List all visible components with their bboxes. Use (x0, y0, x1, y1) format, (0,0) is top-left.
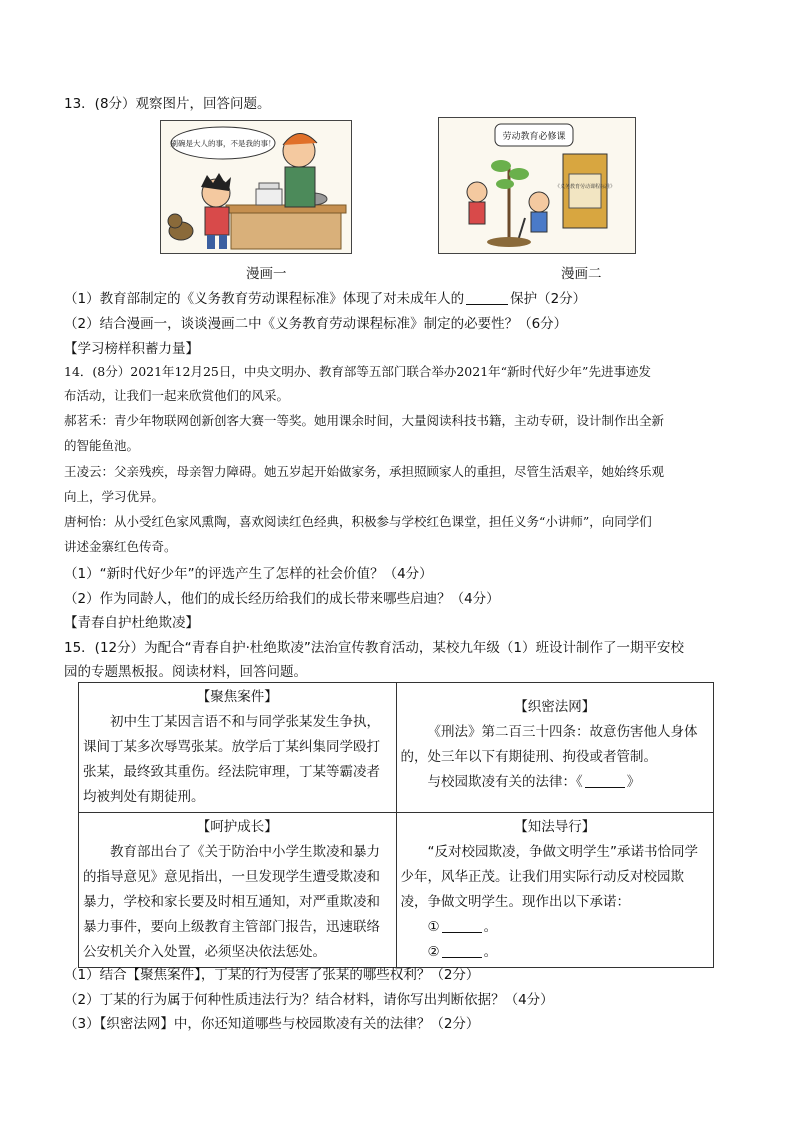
q15-intro-line2: 园的专题黑板报。阅读材料，回答问题。 (64, 664, 307, 680)
q15-sub3: （3）【织密法网】中，你还知道哪些与校园欺凌有关的法律？（2分） (64, 1016, 480, 1032)
pledge-end-2: 。 (483, 944, 498, 960)
q15-intro-line1: 15．(12分）为配合“青春自护·杜绝欺凌”法治宣传教育活动，某校九年级（1）班设计制作了一期平安校 (64, 640, 684, 656)
pledge-item-1 (401, 915, 710, 940)
pledge-item-2 (401, 940, 710, 965)
law-name-blank[interactable] (585, 773, 625, 788)
q13-sub2: （2）结合漫画一，谈谈漫画二中《义务教育劳动课程标准》制定的必要性？（6分） (64, 316, 568, 332)
cell-care-growth (79, 813, 397, 968)
cell-focus-case (79, 683, 397, 813)
pledge-blank-2[interactable] (442, 943, 482, 958)
q14-profile2-line2: 向上，学习优异。 (64, 489, 165, 504)
q14-sub1: （1）“新时代好少年”的评选产生了怎样的社会价值？（4分） (64, 566, 433, 582)
q13-heading: 13．(8分）观察图片，回答问题。 (64, 96, 271, 112)
cell-law-net-question (401, 770, 710, 795)
q13-sub1 (64, 287, 586, 307)
q14-profile1-line1: 郝茗禾：青少年物联网创新创客大赛一等奖。她用课余时间，大量阅读科技书籍，主动专研，设计制作出全新 (64, 413, 665, 428)
cell-care-growth-title: 【呵护成长】 (196, 819, 278, 835)
q15-sub2: （2）丁某的行为属于何种性质违法行为？结合材料，请你写出判断依据？（4分） (64, 992, 554, 1008)
comic-two-book-text: 《义务教育劳动课程标准》 (554, 184, 616, 190)
q15-sub1: （1）结合【聚焦案件】，丁某的行为侵害了张某的哪些权利？（2分） (64, 967, 480, 983)
q13-sub1-prefix: （1）教育部制定的《义务教育劳动课程标准》体现了对未成年人的 (64, 291, 465, 307)
q14-profile1-line2: 的智能鱼池。 (64, 438, 140, 453)
cell-focus-case-text: 初中生丁某因言语不和与同学张某发生争执，课间丁某多次辱骂张某。放学后丁某纠集同学殴打张某，最终致其重伤。经法院审理，丁某等霸凌者均被判处有期徒刑。 (83, 714, 380, 805)
q14-sub2: （2）作为同龄人，他们的成长经历给我们的成长带来哪些启迪？（4分） (64, 591, 500, 607)
cell-care-growth-text: 教育部出台了《关于防治中小学生欺凌和暴力的指导意见》意见指出，一旦发现学生遭受欺凌和暴力，学校和家长要及时相互通知，对严重欺凌和暴力事件，要向上级教育主管部门报告，迅速联络公安机关介入处置，必须坚决依法惩处。 (83, 844, 380, 960)
comic-two-image (438, 117, 636, 254)
q14-profile3-line1: 唐柯怡：从小受红色家风熏陶，喜欢阅读红色经典，积极参与学校红色课堂，担任义务“小讲师”，向同学们 (64, 514, 652, 529)
cell-law-net-prefix: 与校园欺凌有关的法律：《 (427, 774, 583, 790)
comic-one-image (160, 120, 352, 254)
q14-intro-line1: 14．(8分）2021年12月25日，中央文明办、教育部等五部门联合举办2021年“新时代好少年”先进事迹发 (64, 364, 651, 379)
cell-law-net-title: 【织密法网】 (514, 699, 596, 715)
q13-sub1-suffix: 保护（2分） (510, 291, 587, 307)
q14-profile3-line2: 讲述金寨红色传奇。 (64, 539, 177, 554)
cell-know-law-text: “反对校园欺凌，争做文明学生”承诺书恰同学少年，风华正茂。让我们用实际行动反对校园欺凌，争做文明学生。现作出以下承诺： (400, 844, 698, 910)
q14-profile2-line1: 王凌云：父亲残疾，母亲智力障碍。她五岁起开始做家务，承担照顾家人的重担，尽管生活艰辛，她始终乐观 (64, 464, 665, 479)
cell-law-net (396, 683, 714, 813)
cell-law-net-suffix: 》 (626, 774, 641, 790)
comic-one-bubble-text: 刷碗是大人的事，不是我的事！ (170, 139, 276, 148)
cell-know-law (396, 813, 714, 968)
comic-two-caption: 漫画二 (561, 266, 602, 282)
blackboard-table (78, 682, 714, 968)
pledge-number-1: ① (427, 919, 440, 935)
answer-blank[interactable] (466, 290, 508, 305)
cell-focus-case-title: 【聚焦案件】 (196, 689, 278, 705)
pledge-end-1: 。 (483, 919, 498, 935)
pledge-number-2: ② (427, 944, 440, 960)
section-heading-anti-bullying: 【青春自护杜绝欺凌】 (64, 615, 199, 631)
q14-intro-line2: 布活动，让我们一起来欣赏他们的风采。 (64, 388, 290, 403)
cell-know-law-title: 【知法导行】 (514, 819, 596, 835)
comic-two-sign-text: 劳动教育必修课 (502, 132, 566, 142)
section-heading-role-models: 【学习榜样积蓄力量】 (64, 341, 199, 357)
comic-one-caption: 漫画一 (246, 266, 287, 282)
pledge-blank-1[interactable] (442, 918, 482, 933)
cell-law-net-text: 《刑法》第二百三十四条：故意伤害他人身体的，处三年以下有期徒刑、拘役或者管制。 (400, 724, 698, 765)
